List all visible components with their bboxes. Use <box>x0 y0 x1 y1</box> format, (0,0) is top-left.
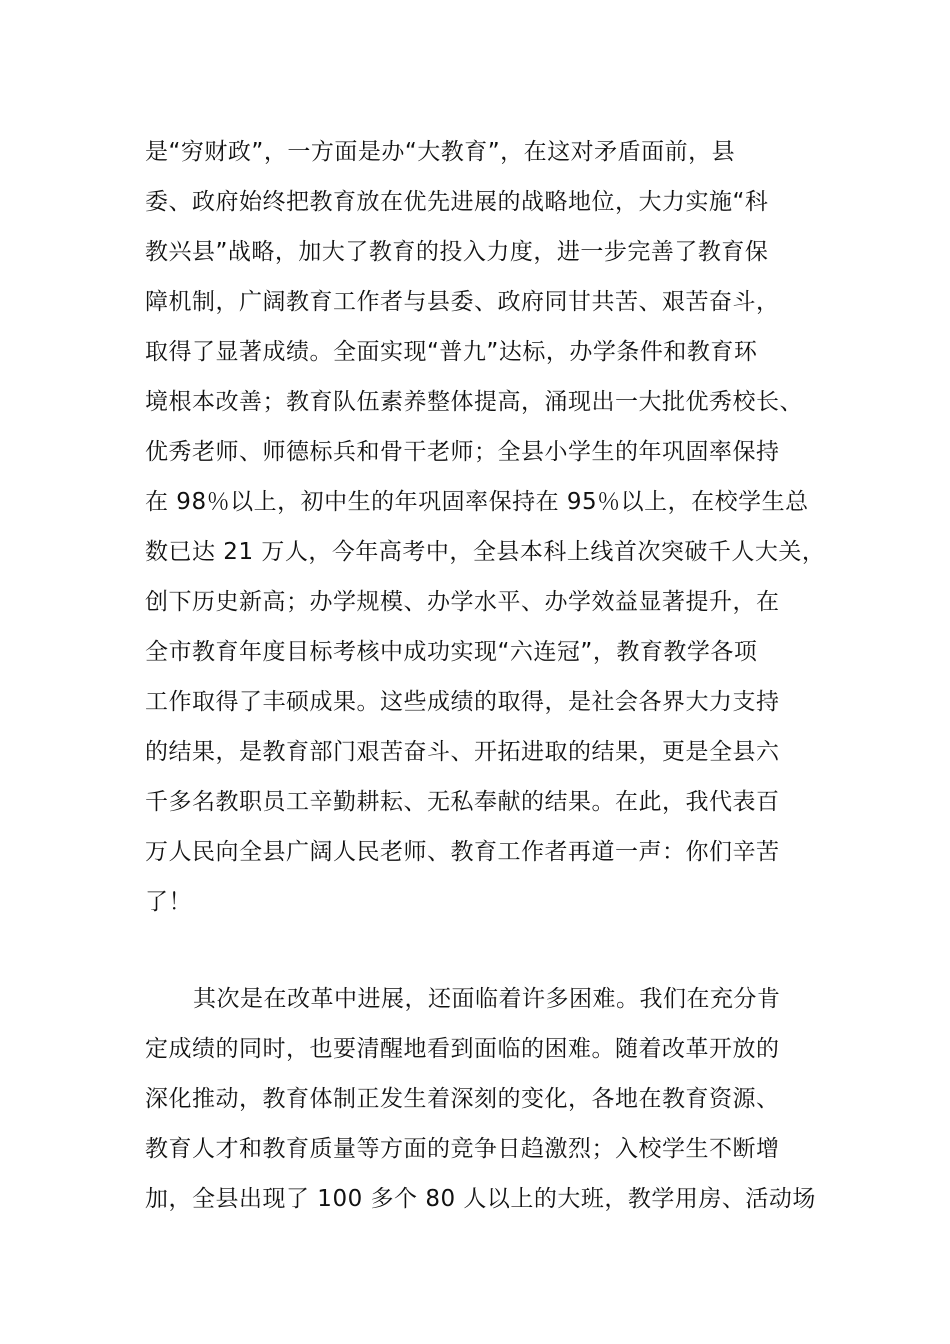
text-line: 全市教育年度目标考核中成功实现“六连冠”，教育教学各项 <box>145 639 758 665</box>
text-line: 了！ <box>145 889 192 915</box>
text-line: 教育人才和教育质量等方面的竞争日趋激烈；入校学生不断增 <box>145 1136 780 1162</box>
text-line: 委、政府始终把教育放在优先进展的战略地位，大力实施“科 <box>145 189 769 215</box>
text-line: 万人民向全县广阔人民老师、教育工作者再道一声：你们辛苦 <box>145 839 780 865</box>
text-line: 境根本改善；教育队伍素养整体提高，涌现出一大批优秀校长、 <box>145 389 803 415</box>
text-line: 创下历史新高；办学规模、办学水平、办学效益显著提升，在 <box>145 589 780 615</box>
text-line: 在 98％以上，初中生的年巩固率保持在 95％以上，在校学生总 <box>145 489 809 515</box>
text-line: 优秀老师、师德标兵和骨干老师；全县小学生的年巩固率保持 <box>145 439 780 465</box>
text-line: 障机制，广阔教育工作者与县委、政府同甘共苦、艰苦奋斗， <box>145 289 780 315</box>
text-line: 的结果，是教育部门艰苦奋斗、开拓进取的结果，更是全县六 <box>145 739 780 765</box>
text-line: 其次是在改革中进展，还面临着许多困难。我们在充分肯 <box>193 986 781 1012</box>
text-line: 千多名教职员工辛勤耕耘、无私奉献的结果。在此，我代表百 <box>145 789 780 815</box>
text-line: 数已达 21 万人，今年高考中，全县本科上线首次突破千人大关， <box>145 539 826 565</box>
text-line: 深化推动，教育体制正发生着深刻的变化，各地在教育资源、 <box>145 1086 780 1112</box>
text-line: 工作取得了丰硕成果。这些成绩的取得，是社会各界大力支持 <box>145 689 780 715</box>
text-line: 取得了显著成绩。全面实现“普九”达标，办学条件和教育环 <box>145 339 758 365</box>
text-line: 加，全县出现了 100 多个 80 人以上的大班，教学用房、活动场 <box>145 1186 816 1212</box>
text-line: 教兴县”战略，加大了教育的投入力度，进一步完善了教育保 <box>145 239 769 265</box>
text-line: 定成绩的同时，也要清醒地看到面临的困难。随着改革开放的 <box>145 1036 780 1062</box>
text-line: 是“穷财政”，一方面是办“大教育”，在这对矛盾面前，县 <box>145 139 736 165</box>
